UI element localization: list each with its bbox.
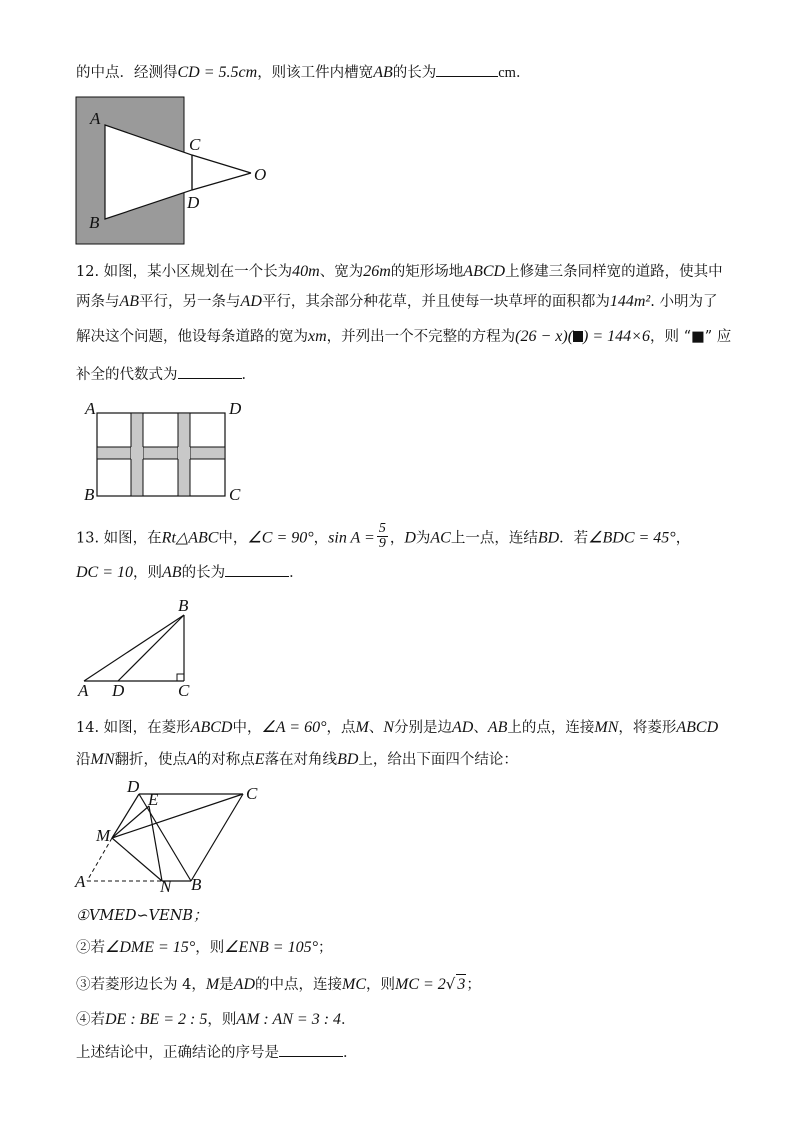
q13-d: D bbox=[404, 529, 416, 547]
q14-label-e: E bbox=[148, 790, 159, 809]
q14-segment-me bbox=[112, 806, 149, 838]
q14-label-n: N bbox=[160, 877, 172, 896]
q14-side-dm bbox=[112, 794, 139, 838]
q14-label-c: C bbox=[246, 784, 258, 803]
q12-abcd: ABCD bbox=[463, 263, 506, 280]
q13-label-c: C bbox=[178, 681, 190, 700]
q14-mn: MN bbox=[594, 719, 619, 736]
q12-label-a: A bbox=[85, 399, 96, 418]
q14-ab: AB bbox=[487, 719, 508, 736]
q12-len: 40m bbox=[292, 263, 320, 280]
q13-dc: DC = 10 bbox=[76, 564, 134, 581]
q12-t3c: ，则 “■” 应 bbox=[649, 329, 732, 345]
q11-text-c: 的长为 bbox=[392, 65, 437, 81]
q11-cd-expr: CD = 5.5cm bbox=[177, 64, 258, 81]
q14-t1b: 中， bbox=[232, 720, 262, 736]
q14-end: ． bbox=[343, 1045, 358, 1061]
q14-c4b: ，则 bbox=[207, 1012, 237, 1028]
q14-conclusion-3 bbox=[76, 974, 481, 995]
q14-label-d: D bbox=[127, 777, 140, 796]
q13-t1e: 上一点，连结 bbox=[450, 530, 538, 547]
q13-ab: AB bbox=[162, 564, 182, 581]
q14-t1h: ，将菱形 bbox=[618, 720, 677, 736]
q11-unit: cm bbox=[498, 65, 516, 81]
q14-t1a: 14. 如图，在菱形 bbox=[76, 720, 191, 736]
q14-m: M bbox=[355, 719, 369, 736]
q14-c1-text: ①VMED∽VENB； bbox=[76, 908, 208, 924]
q13-frac-den: 9 bbox=[378, 536, 386, 551]
q12-label-b: B bbox=[84, 485, 95, 504]
q14-conclusion-1 bbox=[76, 906, 208, 926]
q13-t1a: 13. 如图，在 bbox=[76, 530, 162, 547]
q14-angle-a: ∠A = 60° bbox=[261, 719, 327, 736]
q14-fold-mn bbox=[112, 838, 162, 881]
q12-ab: AB bbox=[119, 293, 140, 310]
q14-c3b: 是 bbox=[219, 977, 234, 993]
q11-text-a: 的中点．经测得 bbox=[76, 65, 178, 81]
q14-answer-blank[interactable] bbox=[279, 1042, 343, 1057]
q12-eq-left: (26 − x)( bbox=[515, 328, 574, 345]
q12-t3b: ，并列出一个不完整的方程为 bbox=[326, 329, 516, 345]
q13-end: ． bbox=[289, 565, 304, 581]
q13-rt: Rt△ABC bbox=[161, 529, 219, 547]
q14-label-b: B bbox=[191, 875, 202, 894]
q12-ad: AD bbox=[240, 293, 262, 310]
q14-t1f: 、 bbox=[473, 720, 488, 736]
q12-t1c: 的矩形场地 bbox=[390, 264, 464, 280]
q14-t1g: 上的点，连接 bbox=[507, 720, 595, 736]
q14-c2b: ，则 bbox=[195, 940, 225, 956]
q14-t2e: 上，给出下面四个结论： bbox=[358, 752, 518, 768]
q11-label-a: A bbox=[90, 109, 101, 128]
q13-t1b: 中， bbox=[218, 530, 248, 547]
q12-t4: 补全的代数式为 bbox=[76, 367, 178, 383]
q12-t1d: 上修建三条同样宽的道路，使其中 bbox=[505, 264, 723, 280]
q14-side-cb bbox=[191, 794, 243, 881]
q14-t1d: 、 bbox=[368, 720, 384, 736]
q14-ad: AD bbox=[451, 719, 474, 736]
q14-segment-ne bbox=[149, 806, 162, 881]
q13-label-d: D bbox=[112, 681, 125, 700]
q14-sqrt-icon: √ bbox=[445, 975, 456, 993]
q12-xm: xm bbox=[308, 328, 327, 345]
q14-c2a: ②若 bbox=[76, 940, 105, 956]
q12-eq-right: ) = 144×6 bbox=[583, 328, 650, 345]
q14-c3-mc: MC bbox=[342, 976, 366, 993]
q11-text-b: ，则该工件内槽宽 bbox=[257, 65, 374, 81]
q13-t1c: ， bbox=[389, 530, 405, 547]
q13-label-a: A bbox=[78, 681, 89, 700]
q14-c4c: ． bbox=[341, 1012, 356, 1028]
q13-sep: ， bbox=[313, 530, 329, 547]
q14-e: E bbox=[254, 751, 265, 768]
q13-t2a: ，则 bbox=[133, 565, 163, 581]
q13-t1g: ， bbox=[675, 530, 691, 547]
q14-abcd: ABCD bbox=[190, 719, 233, 736]
q13-label-b: B bbox=[178, 596, 189, 615]
q14-t2c: 的对称点 bbox=[196, 752, 255, 768]
q12-end: ． bbox=[241, 367, 256, 383]
q14-c3-m: M bbox=[205, 976, 220, 993]
q14-c3-root: 3 bbox=[457, 976, 466, 993]
q11-label-b: B bbox=[89, 213, 100, 232]
q13-ac: AC bbox=[430, 529, 451, 547]
q14-c4a: ④若 bbox=[76, 1012, 105, 1028]
q12-t2c: 平行，其余部分种花草，并且使每一块草坪的面积都为 bbox=[261, 294, 610, 310]
q13-t1f: ．若 bbox=[559, 530, 589, 547]
q14-final-text: 上述结论中，正确结论的序号是 bbox=[76, 1045, 279, 1061]
q14-c2c: ； bbox=[317, 940, 333, 956]
q12-t1a: 12. 如图，某小区规划在一个长为 bbox=[76, 264, 293, 280]
q14-abcd2: ABCD bbox=[676, 719, 719, 736]
q14-t2d: 落在对角线 bbox=[264, 752, 338, 768]
q14-c3a: ③若菱形边长为 4， bbox=[76, 977, 206, 993]
q14-t1c: ，点 bbox=[326, 720, 356, 736]
q12-wid: 26m bbox=[363, 263, 391, 280]
q14-c3c: 的中点，连接 bbox=[255, 977, 342, 993]
q12-area: 144m² bbox=[609, 293, 651, 310]
q13-sin-a: sin A = bbox=[328, 529, 375, 547]
q14-label-a: A bbox=[75, 872, 86, 891]
q14-c3-expr: MC = 2 bbox=[395, 976, 446, 993]
q14-t2b: 翻折，使点 bbox=[114, 752, 187, 768]
q14-a: A bbox=[187, 751, 197, 768]
q14-n: N bbox=[383, 719, 394, 736]
q13-frac-num: 5 bbox=[378, 521, 386, 536]
q13-angle-c: ∠C = 90° bbox=[247, 529, 314, 547]
q11-end: ． bbox=[515, 65, 531, 81]
q11-label-d: D bbox=[187, 193, 200, 212]
q12-t1b: 、宽为 bbox=[319, 264, 364, 280]
q14-mn2: MN bbox=[90, 751, 115, 768]
q12-t2a: 两条与 bbox=[76, 294, 120, 310]
q12-label-d: D bbox=[229, 399, 242, 418]
q12-t2d: . 小明为了 bbox=[650, 294, 718, 310]
q12-t2b: 平行，另一条与 bbox=[139, 294, 241, 310]
q13-angle-bdc: ∠BDC = 45° bbox=[588, 529, 676, 547]
q14-c4-expr2: AM : AN = 3 : 4 bbox=[236, 1011, 342, 1028]
q14-t2a: 沿 bbox=[76, 752, 91, 768]
q14-c2-expr2: ∠ENB = 105° bbox=[224, 939, 318, 956]
q14-c3-ad: AD bbox=[233, 976, 255, 993]
q14-segment-mc bbox=[112, 794, 243, 838]
q14-c2-expr1: ∠DME = 15° bbox=[105, 939, 196, 956]
q11-label-c: C bbox=[189, 135, 201, 154]
q12-t3a: 解决这个问题，他设每条道路的宽为 bbox=[76, 329, 308, 345]
q13-t1d: 为 bbox=[415, 530, 431, 547]
q14-bd: BD bbox=[337, 751, 359, 768]
q11-ab: AB bbox=[373, 64, 393, 81]
q12-label-c: C bbox=[229, 485, 241, 504]
q14-conclusion-4 bbox=[76, 1010, 356, 1030]
q11-label-o: O bbox=[254, 165, 267, 184]
q14-c3e: ； bbox=[466, 977, 481, 993]
q14-conclusion-2 bbox=[76, 938, 332, 958]
q14-t1e: 分别是边 bbox=[393, 720, 452, 736]
q13-t2b: 的长为 bbox=[181, 565, 226, 581]
q14-c4-expr1: DE : BE = 2 : 5 bbox=[105, 1011, 208, 1028]
q14-label-m: M bbox=[96, 826, 111, 845]
q14-final-line bbox=[76, 1042, 358, 1063]
q14-c3d: ，则 bbox=[366, 977, 395, 993]
q13-bd: BD bbox=[537, 529, 560, 547]
